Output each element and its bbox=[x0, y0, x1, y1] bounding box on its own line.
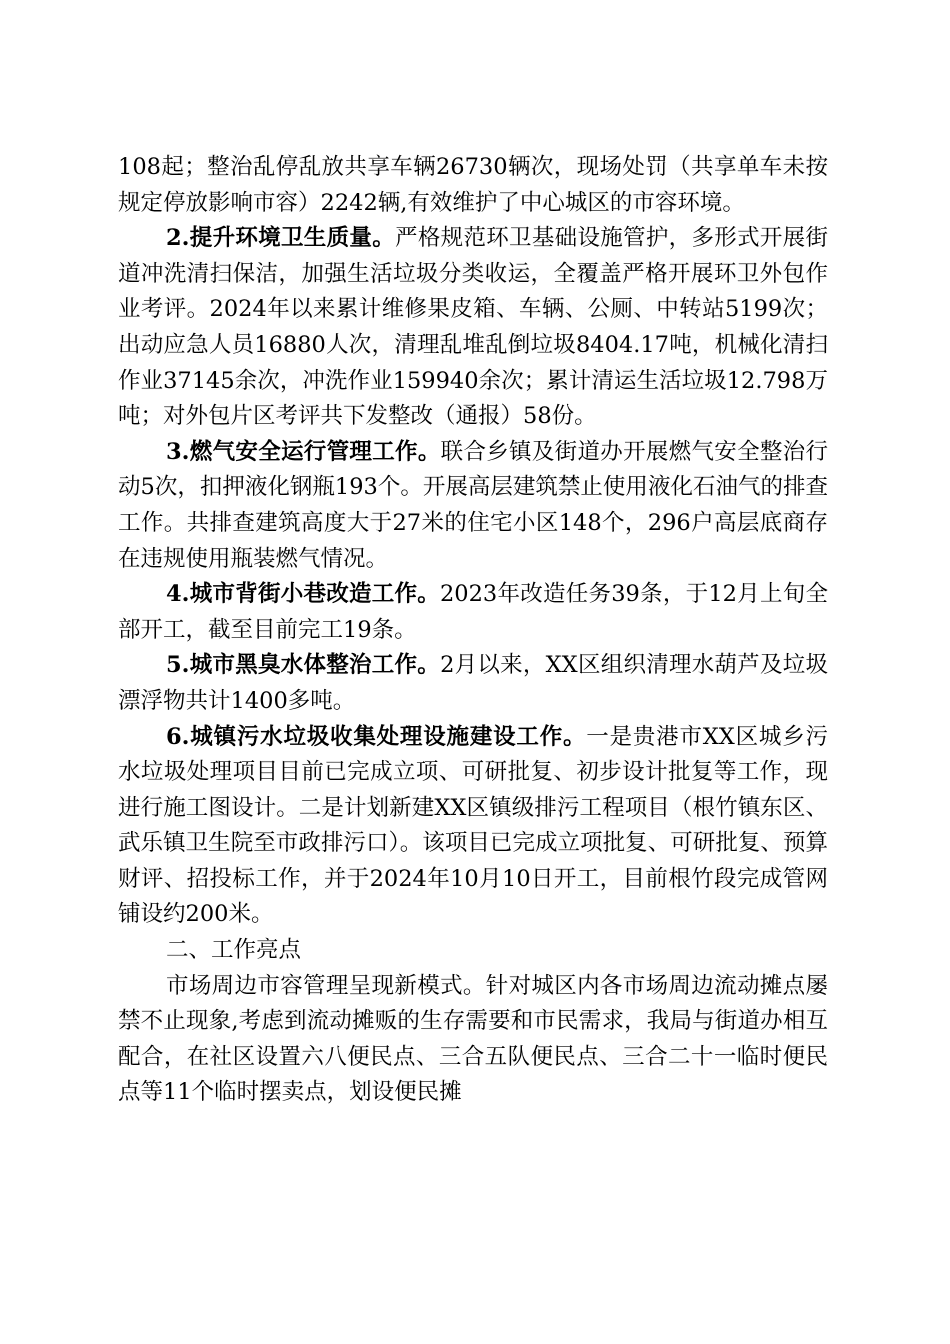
paragraph-text: 联合乡镇及街道办开展燃气安全整治行动5次，扣押液化钢瓶193个。开展高层建筑禁止使用液化石油气的排查工作。共排查建筑高度大于27米的住宅小区148个，296户高层底商存在违规使用瓶装燃气情况。 bbox=[118, 438, 828, 572]
paragraph-lead: 3.燃气安全运行管理工作。 bbox=[166, 438, 441, 465]
paragraph-text: 严格规范环卫基础设施管护，多形式开展街道冲洗清扫保洁，加强生活垃圾分类收运，全覆盖严格开展环卫外包作业考评。2024年以来累计维修果皮箱、车辆、公厕、中转站5199次；出动应急人员16880人次，清理乱堆乱倒垃圾8404.17吨，机械化清扫作业37145余次，冲洗作业159940余次；累计清运生活垃圾12.798万吨；对外包片区考评共下发整改（通报）58份。 bbox=[118, 225, 828, 430]
paragraph-back-streets bbox=[118, 577, 828, 648]
paragraph-continuation bbox=[118, 150, 828, 221]
paragraph-gas-safety bbox=[118, 435, 828, 577]
paragraph-highlights: 市场周边市容管理呈现新模式。针对城区内各市场周边流动摊点屡禁不止现象,考虑到流动摊贩的生存需要和市民需求，我局与街道办相互配合，在社区设置六八便民点、三合五队便民点、三合二十一临时便民点等11个临时摆卖点，划设便民摊 bbox=[118, 972, 828, 1106]
paragraph-sewage bbox=[118, 720, 828, 934]
paragraph-sanitation bbox=[118, 221, 828, 435]
section-heading: 二、工作亮点 bbox=[166, 937, 302, 964]
document-page bbox=[118, 150, 828, 1111]
paragraph-text: 一是贵港市XX区城乡污水垃圾处理项目目前已完成立项、可研批复、初步设计批复等工作，现进行施工图设计。二是计划新建XX区镇级排污工程项目（根竹镇东区、武乐镇卫生院至市政排污口）。该项目已完成立项批复、可研批复、预算财评、招投标工作，并于2024年10月10日开工，目前根竹段完成管网铺设约200米。 bbox=[118, 723, 828, 928]
paragraph-lead: 2.提升环境卫生质量。 bbox=[166, 225, 396, 252]
paragraph-text: 2月以来，XX区组织清理水葫芦及垃圾漂浮物共计1400多吨。 bbox=[118, 652, 828, 714]
paragraph-lead: 5.城市黑臭水体整治工作。 bbox=[166, 652, 441, 679]
paragraph-black-water bbox=[118, 648, 828, 719]
paragraph-text: 108起；整治乱停乱放共享车辆26730辆次，现场处罚（共享单车未按规定停放影响市容）2242辆,有效维护了中心城区的市容环境。 bbox=[118, 154, 828, 216]
paragraph-text: 2023年改造任务39条，于12月上旬全部开工，截至目前完工19条。 bbox=[118, 581, 828, 643]
paragraph-lead: 4.城市背街小巷改造工作。 bbox=[166, 581, 440, 608]
paragraph-lead: 6.城镇污水垃圾收集处理设施建设工作。 bbox=[166, 723, 587, 750]
